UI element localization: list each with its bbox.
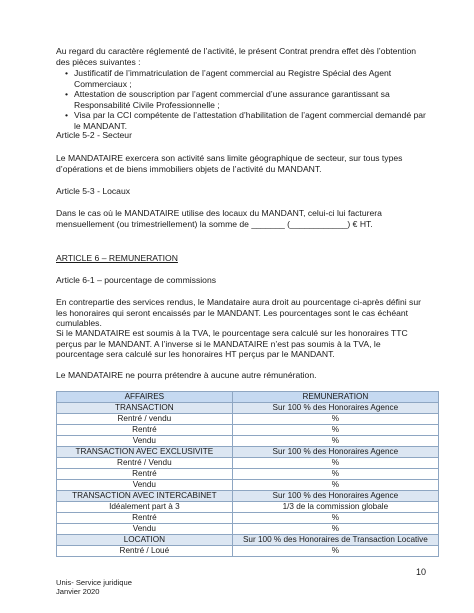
table-row [57, 535, 439, 546]
table-cell: Vendu [57, 436, 233, 447]
table-cell: % [232, 513, 438, 524]
article-6-paragraph-2: Si le MANDATAIRE est soumis à la TVA, le pourcentage sera calculé sur les honoraires TTC perçus par le MANDANT. A l’inverse si le MANDATAIRE n’est pas soumis à la TVA, le pourcentage sera calculé sur les honoraires HT perçus par le MANDANT. [56, 328, 408, 359]
bullet-icon: • [65, 89, 69, 99]
table-cell: Vendu [57, 524, 233, 535]
table-header-cell: AFFAIRES [57, 392, 233, 403]
table-row [57, 436, 439, 447]
table-cell: Rentré [57, 513, 233, 524]
article-6-paragraph-1: En contrepartie des services rendus, le Mandataire aura droit au pourcentage ci-après défini sur les honoraires qui seront encaissés par le MANDANT. Les pourcentages sont le cas échéant cumulables. [56, 297, 421, 328]
list-item [56, 68, 428, 89]
table-cell: % [232, 425, 438, 436]
article-5-2-text: Le MANDATAIRE exercera son activité sans limite géographique de secteur, sur tous types d’opérations et de biens immobiliers objets de l’activité du MANDANT. [56, 153, 403, 174]
list-item-text: Justificatif de l’immatriculation de l’agent commercial au Registre Spécial des Agent Commerciaux ; [74, 68, 392, 89]
table-row [57, 524, 439, 535]
list-item-text: Visa par la CCI compétente de l’attestation d’habilitation de l’agent commercial demandé par le MANDANT. [74, 110, 426, 131]
list-item [56, 110, 428, 131]
table-cell: Rentré [57, 469, 233, 480]
table-cell: % [232, 458, 438, 469]
table-cell: % [232, 436, 438, 447]
table-cell: Sur 100 % des Honoraires Agence [232, 447, 438, 458]
bullet-icon: • [65, 68, 69, 78]
table-row [57, 491, 439, 502]
table-row [57, 414, 439, 425]
article-5-2-title: Article 5-2 - Secteur [56, 130, 132, 140]
table-cell: Sur 100 % des Honoraires Agence [232, 403, 438, 414]
table-cell: Idéalement part à 3 [57, 502, 233, 513]
table-cell: 1/3 de la commission globale [232, 502, 438, 513]
table-row [57, 403, 439, 414]
table-cell: LOCATION [57, 535, 233, 546]
intro-paragraph: Au regard du caractère réglementé de l’activité, le présent Contrat prendra effet dès l’obtention des pièces suivantes : [56, 46, 417, 67]
table-cell: Rentré / vendu [57, 414, 233, 425]
article-6-title: ARTICLE 6 – REMUNERATION [56, 253, 178, 263]
page-number: 10 [415, 567, 426, 577]
list-item [56, 89, 428, 110]
table-row [57, 447, 439, 458]
table-cell: Rentré / Vendu [57, 458, 233, 469]
table-row [57, 469, 439, 480]
bullet-list [56, 68, 428, 131]
table-row [57, 480, 439, 491]
table-header-row [57, 392, 439, 403]
article-5-3-text: Dans le cas où le MANDATAIRE utilise des locaux du MANDANT, celui-ci lui facturera mensuellement (ou trimestriellement) la somme de _______ (____________) € HT. [56, 208, 382, 229]
table-cell: Sur 100 % des Honoraires Agence [232, 491, 438, 502]
list-item-text: Attestation de souscription par l’agent commercial d’une assurance garantissant sa Responsabilité Civile Professionnelle ; [74, 89, 390, 110]
footer-line: Unis- Service juridique [56, 578, 132, 587]
table-row [57, 513, 439, 524]
bullet-icon: • [65, 110, 69, 120]
table-row [57, 546, 439, 557]
table-cell: TRANSACTION AVEC EXCLUSIVITE [57, 447, 233, 458]
article-6-paragraph-3: Le MANDATAIRE ne pourra prétendre à aucune autre rémunération. [56, 370, 317, 380]
footer [56, 578, 132, 596]
table-row [57, 425, 439, 436]
table-row [57, 502, 439, 513]
table-cell: % [232, 414, 438, 425]
table-cell: TRANSACTION [57, 403, 233, 414]
table-cell: % [232, 480, 438, 491]
table-cell: Vendu [57, 480, 233, 491]
table-cell: % [232, 546, 438, 557]
table-cell: Rentré [57, 425, 233, 436]
article-5-3-title: Article 5-3 - Locaux [56, 186, 131, 196]
table-cell: Rentré / Loué [57, 546, 233, 557]
footer-line: Janvier 2020 [56, 587, 100, 596]
table-cell: % [232, 524, 438, 535]
remuneration-table [56, 391, 439, 557]
article-6-1-title: Article 6-1 – pourcentage de commissions [56, 275, 217, 285]
table-cell: % [232, 469, 438, 480]
table-cell: TRANSACTION AVEC INTERCABINET [57, 491, 233, 502]
table-row [57, 458, 439, 469]
table-cell: Sur 100 % des Honoraires de Transaction Locative [232, 535, 438, 546]
table-header-cell: REMUNERATION [232, 392, 438, 403]
